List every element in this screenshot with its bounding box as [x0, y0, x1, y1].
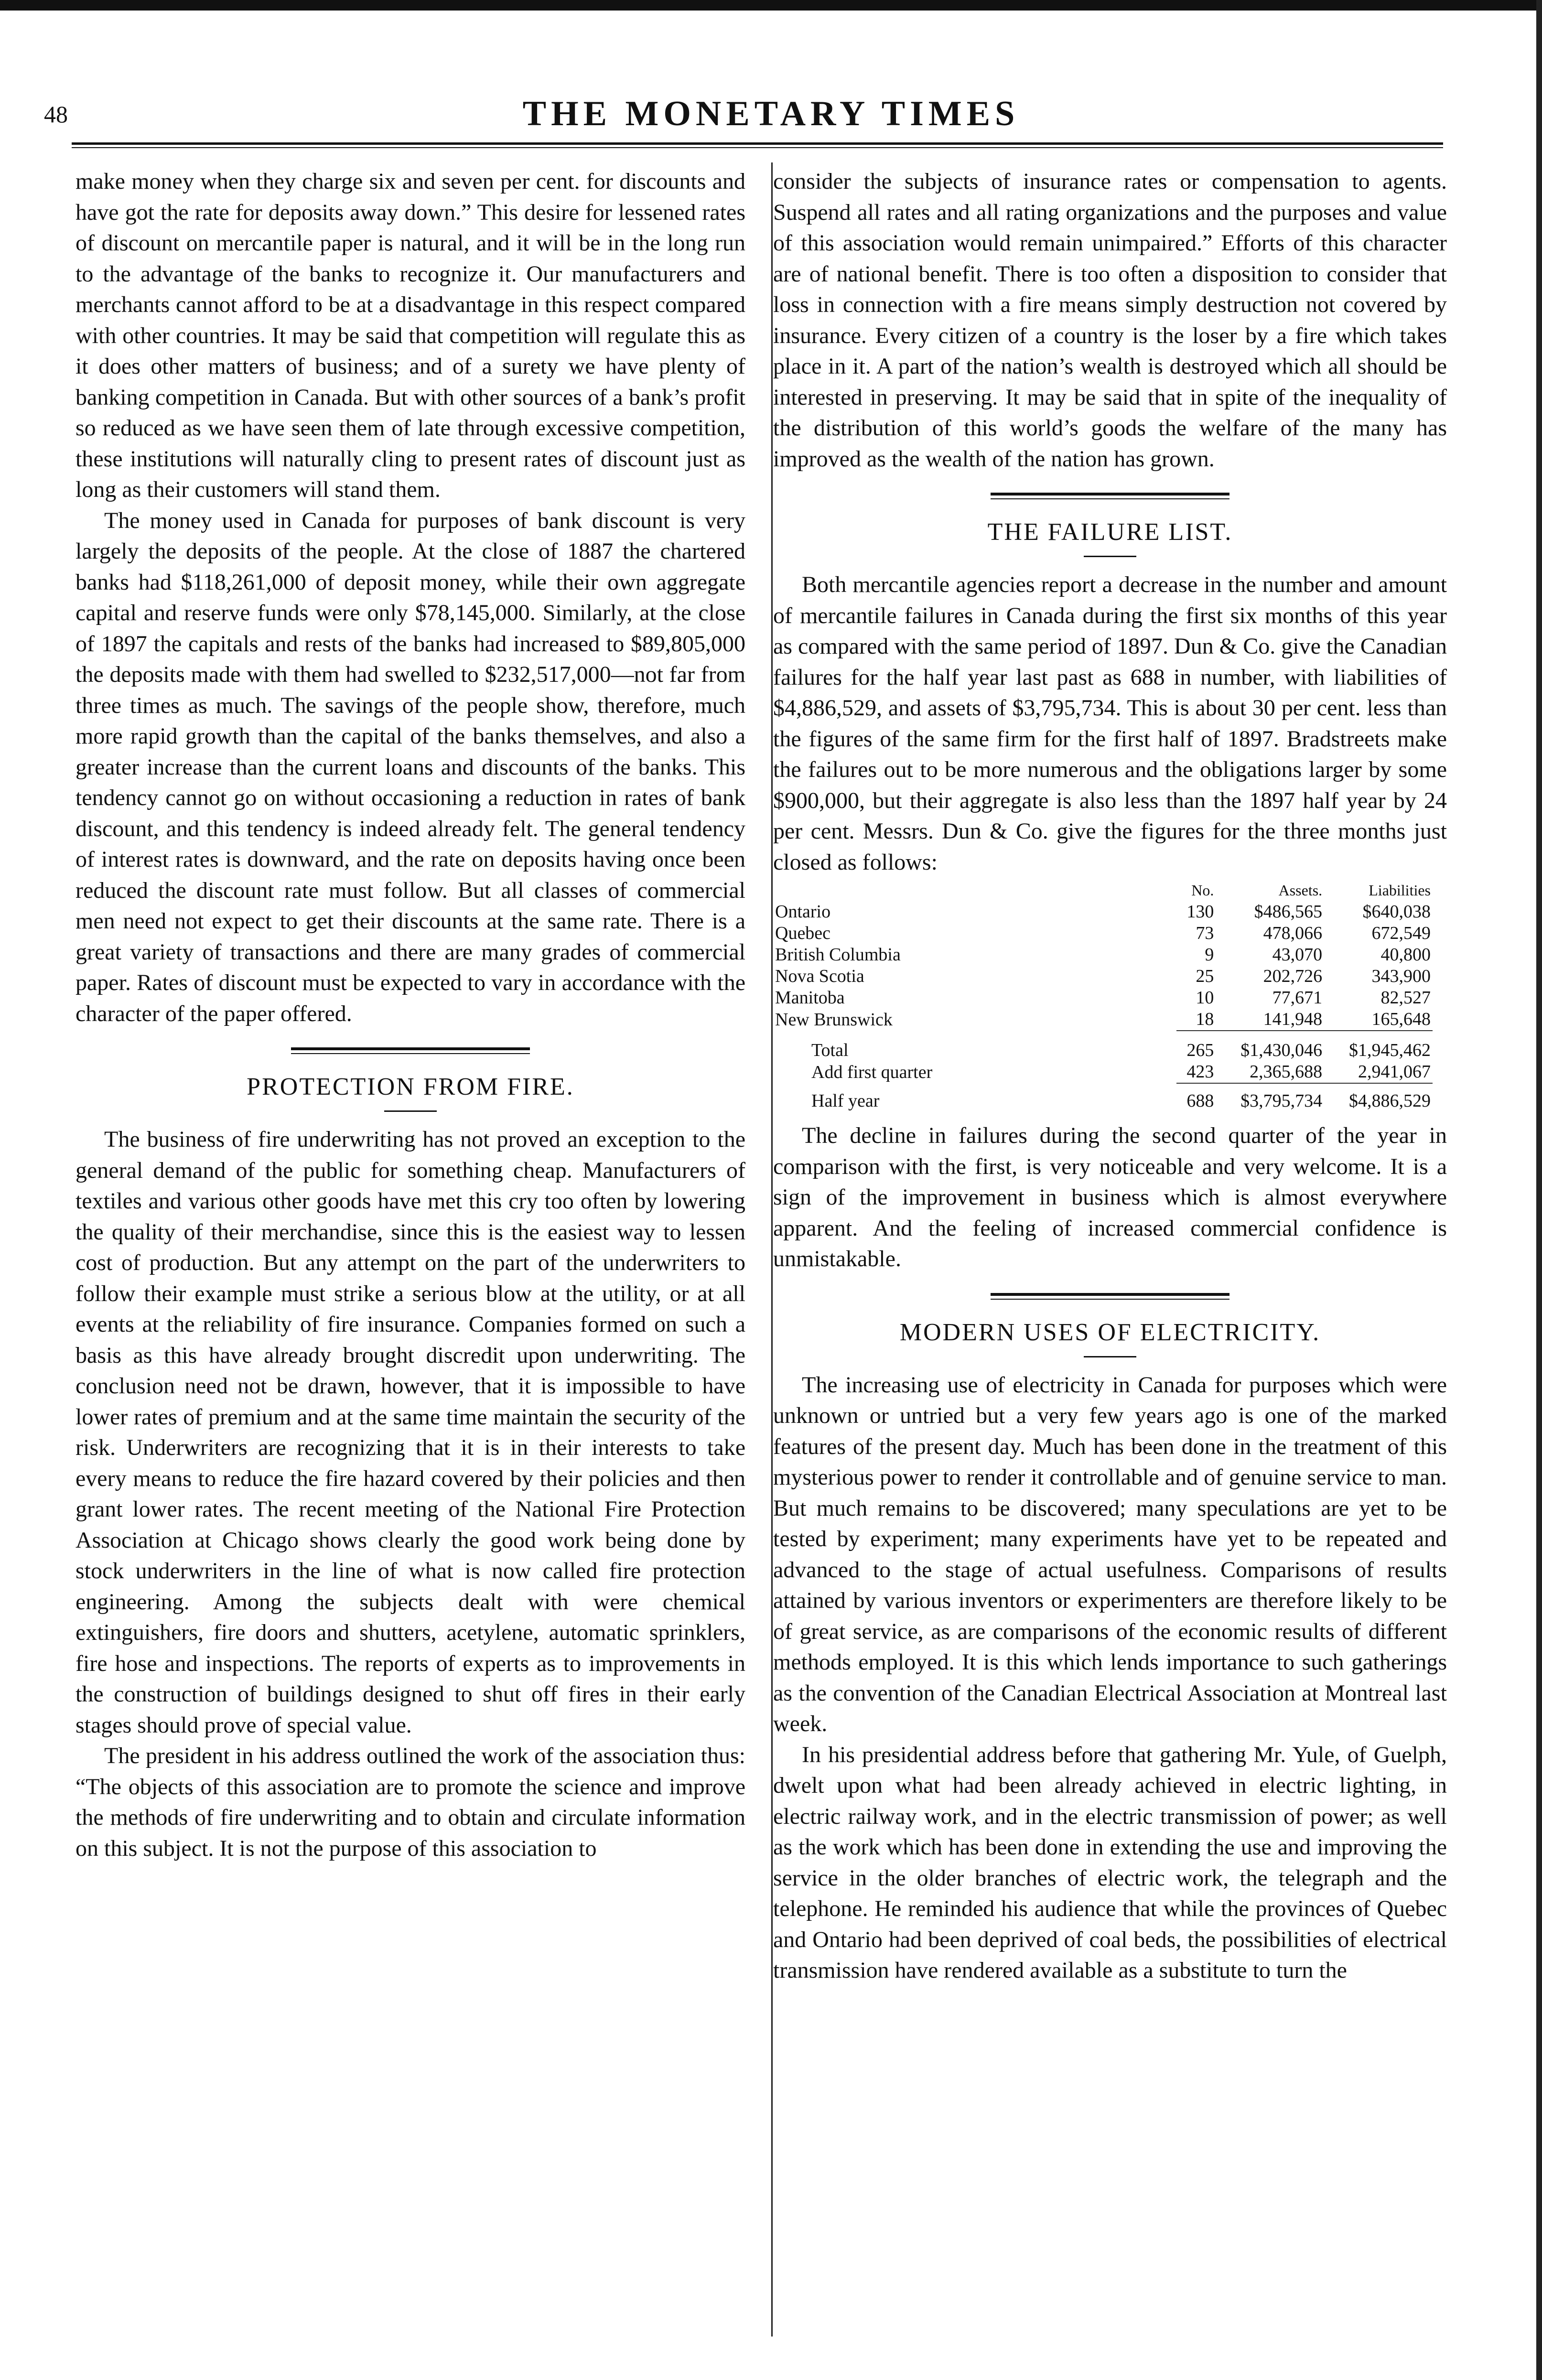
right-paragraph-2: Both mercantile agencies report a decrease in the number and amount of mercantile failures in Canada during the first six months of this year as compared with the same period of 1897. Dun & Co. give the Canadian failures for the half year last past as 688 in number, with liabilities of $4,886,529, and assets of $3,795,734. This is about 30 per cent. less than the figures of the same firm for the first half of 1897. Bradstreets make the failures out to be more numerous and the obligations larger by some $900,000, but their aggregate is also less than the 1897 half year by 24 per cent. Messrs. Dun & Co. give the figures for the three months just closed as follows:	[773, 572, 1447, 875]
table-first-quarter-row: Add first quarter 423 2,365,688 2,941,067	[811, 1062, 1431, 1082]
page-title: THE MONETARY TIMES	[522, 94, 1020, 133]
right-paragraph-4: The increasing use of electricity in Canada for purposes which were unknown or untried but a very few years ago is one of the marked features of the present day. Much has been done in the treatment of this mysterious power to render it controllable and of genuine service to man. But much remains to be discovered; many speculations are yet to be tested by experiment; many experiments have yet to be repeated and advanced to the stage of actual usefulness. Comparisons of results attained by various inventors or experimenters are therefore likely to be of great service, as are comparisons of the economic results of different methods employed. It is this which lends importance to such gatherings as the convention of the Canadian Electrical Association at Montreal last week.	[773, 1372, 1447, 1736]
heading-underline	[1084, 1356, 1136, 1357]
heading-underline	[384, 1110, 437, 1112]
header-rule-thick	[72, 142, 1443, 145]
right-paragraph-3: The decline in failures during the second quarter of the year in comparison with the first, is very noticeable and very welcome. It is a sign of the improvement in business which is almost everywhere apparent. And the feeling of increased commercial confidence is unmistakable.	[773, 1123, 1447, 1271]
header-rule-thin	[72, 147, 1443, 148]
heading-underline	[1084, 556, 1136, 557]
col-header-no: No.	[1191, 882, 1214, 899]
table-header-row	[773, 880, 1433, 901]
table-row: British Columbia 9 43,070 40,800	[775, 945, 1431, 965]
failure-table	[773, 880, 1433, 1112]
left-paragraph-3: The business of fire underwriting has not proved an exception to the general demand of the public for something cheap. Manufacturers of textiles and various other goods have met this cry too often by lowering the quality of their merchandise, since this is the easiest way to lessen cost of production. But any attempt on the part of the underwriters to follow their example must strike a serious blow at the utility, or at all events at the reliability of fire insurance. Companies formed on such a basis as this have already brought discredit upon underwriting. The conclusion need not be drawn, however, that it is impossible to have lower rates of premium and at the same time maintain the security of the risk. Underwriters are recognizing that it is in their interests to take every means to reduce the fire hazard covered by their policies and then grant lower rates. The recent meeting of the National Fire Protection Association at Chicago shows clearly the good work being done by stock underwriters in the line of what is now called fire protection engineering. Among the subjects dealt with were chemical extinguishers, fire doors and shutters, acetylene, automatic sprinklers, fire hose and inspections. The reports of experts as to improvements in the construction of buildings designed to shut off fires in their early stages should prove of special value.	[75, 1127, 745, 1738]
table-half-year-row: Half year 688 $3,795,734 $4,886,529	[773, 1083, 1433, 1112]
table-row: Ontario 130 $486,565 $640,038	[775, 902, 1431, 922]
col-header-assets: Assets.	[1278, 882, 1323, 899]
page-number: 48	[44, 101, 68, 128]
left-paragraph-4: The president in his address outlined the work of the association thus: “The objects of this association are to promote the science and improve the methods of fire underwriting and to obtain and circulate information on this subject. It is not the purpose of this association to	[75, 1743, 745, 1861]
table-total-row: Total 265 $1,430,046 $1,945,462	[773, 1031, 1433, 1061]
heading-protection-from-fire: PROTECTION FROM FIRE.	[247, 1073, 574, 1100]
left-paragraph-2: The money used in Canada for purposes of bank discount is very largely the deposits of the people. At the close of 1887 the chartered banks had $118,261,000 of deposit money, while their own aggregate capital and reserve funds were only $78,145,000. Similarly, at the close of 1897 the capitals and rests of the banks had increased to $89,805,000 the deposits made with them had swelled to $232,517,000—not far from three times as much. The savings of the people show, therefore, much more rapid growth than the capital of the banks themselves, and also a greater increase than the current loans and discounts of the banks. This tendency cannot go on without occasioning a reduction in rates of bank discount, and this tendency is indeed already felt. The general tendency of interest rates is downward, and the rate on deposits having once been reduced the discount rate must follow. But all classes of commercial men need not expect to get their discounts at the same rate. There is a great variety of transactions and there are many grades of commercial paper. Rates of discount must be expected to vary in accordance with the character of the paper offered.	[75, 507, 745, 1026]
right-paragraph-1: consider the subjects of insurance rates or compensation to agents. Suspend all rates and all rating organizations and the purposes and value of this association would remain unimpaired.” Efforts of this character are of national benefit. There is too often a disposition to consider that loss in connection with a fire means simply destruction not covered by insurance. Every citizen of a country is the loser by a fire which takes place in it. A part of the nation’s wealth is destroyed which all should be interested in preserving. It may be said that in spite of the inequality of the distribution of this world’s goods the welfare of the many has improved as the wealth of the nation has grown.	[773, 169, 1447, 472]
right-edge-bar	[1536, 0, 1542, 2380]
section-separator	[991, 493, 1229, 499]
heading-modern-uses-of-electricity: MODERN USES OF ELECTRICITY.	[899, 1318, 1321, 1346]
column-divider	[771, 162, 773, 2337]
right-column	[773, 166, 1447, 1986]
left-paragraph-1: make money when they charge six and seven per cent. for discounts and have got the rate for deposits away down.” This desire for lessened rates of discount on mercantile paper is natural, and it will be in the long run to the advantage of the banks to recognize it. Our manufacturers and merchants cannot afford to be at a disadvantage in this respect compared with other countries. It may be said that competition will regulate this as it does other matters of business; and of a surety we have plenty of banking competition in Canada. But with other sources of a bank’s profit so reduced as we have seen them of late through excessive competition, these institutions will naturally cling to present rates of discount just as long as their customers will stand them.	[75, 169, 745, 502]
section-separator	[291, 1047, 530, 1054]
top-edge-bar	[0, 0, 1542, 11]
table-row: Quebec 73 478,066 672,549	[775, 923, 1431, 943]
left-column	[75, 166, 745, 1864]
section-separator	[991, 1293, 1229, 1300]
col-header-liabilities: Liabilities	[1369, 882, 1431, 899]
table-row: Nova Scotia 25 202,726 343,900	[775, 966, 1431, 986]
heading-failure-list: THE FAILURE LIST.	[987, 518, 1233, 546]
table-row: Manitoba 10 77,671 82,527	[775, 988, 1431, 1008]
right-paragraph-5: In his presidential address before that gathering Mr. Yule, of Guelph, dwelt upon what had been already achieved in electric lighting, in electric railway work, and in the electric transmission of power; as well as the work which has been done in extending the use and improving the service in the older branches of electric work, the telegraph and the telephone. He reminded his audience that while the provinces of Quebec and Ontario had been deprived of coal beds, the possibilities of electrical transmission have rendered available as a substitute to turn the	[773, 1742, 1447, 1983]
table-row: New Brunswick 18 141,948 165,648	[775, 1009, 1431, 1030]
